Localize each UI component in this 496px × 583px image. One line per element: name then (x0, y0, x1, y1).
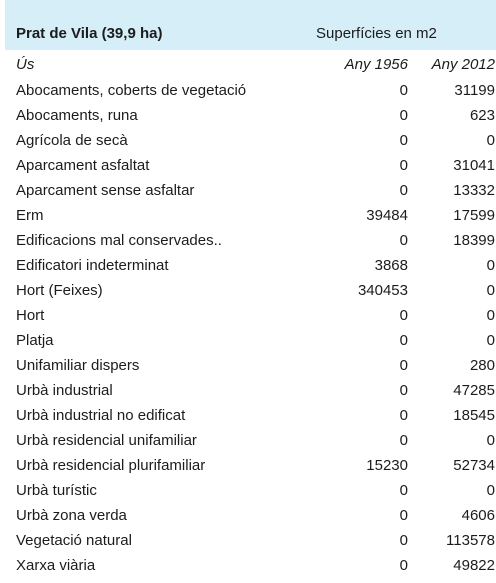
year-2012-value: 0 (486, 282, 495, 299)
table-row (0, 178, 496, 203)
year-2012-value: 47285 (453, 382, 495, 399)
year-1956-value: 0 (399, 507, 408, 524)
land-use-table-body (0, 78, 496, 578)
use-cell: Abocaments, coberts de vegetació (16, 82, 247, 99)
year-1956-value: 0 (399, 232, 408, 249)
table-row (0, 153, 496, 178)
use-cell: Hort (Feixes) (16, 282, 103, 299)
year-2012-value: 0 (486, 307, 495, 324)
year-2012-value: 0 (486, 432, 495, 449)
table-row (0, 128, 496, 153)
table-row (0, 328, 496, 353)
table-row (0, 453, 496, 478)
use-column-header: Ús (16, 56, 35, 73)
table-title: Prat de Vila (39,9 ha) (16, 25, 163, 42)
year-1956-value: 0 (399, 332, 408, 349)
year-1956-value: 0 (399, 532, 408, 549)
year-2012-value: 0 (486, 132, 495, 149)
year-2012-value: 17599 (453, 207, 495, 224)
year-2012-value: 31199 (454, 82, 495, 99)
year-1956-value: 0 (399, 157, 408, 174)
table-row (0, 228, 496, 253)
year-2012-column-header: Any 2012 (431, 56, 495, 73)
use-cell: Urbà zona verda (16, 507, 127, 524)
year-1956-value: 0 (399, 82, 408, 99)
year-2012-value: 113578 (446, 532, 495, 549)
table-row (0, 103, 496, 128)
year-1956-column-header: Any 1956 (344, 56, 408, 73)
use-cell: Urbà turístic (16, 482, 97, 499)
year-1956-value: 39484 (366, 207, 408, 224)
use-cell: Unifamiliar dispers (16, 357, 140, 374)
year-1956-value: 15230 (366, 457, 408, 474)
use-cell: Urbà residencial plurifamiliar (16, 457, 206, 474)
use-cell: Agrícola de secà (16, 132, 128, 149)
table-row (0, 203, 496, 228)
table-row (0, 253, 496, 278)
use-cell: Vegetació natural (16, 532, 132, 549)
table-row (0, 478, 496, 503)
table-row (0, 403, 496, 428)
year-1956-value: 340453 (357, 282, 408, 299)
use-cell: Hort (16, 307, 45, 324)
use-cell: Aparcament sense asfaltar (16, 182, 195, 199)
year-1956-value: 0 (399, 407, 408, 424)
table-row (0, 303, 496, 328)
table-row (0, 278, 496, 303)
use-cell: Xarxa viària (16, 557, 96, 574)
use-cell: Urbà industrial no edificat (16, 407, 186, 424)
year-1956-value: 0 (399, 307, 408, 324)
use-cell: Edificatori indeterminat (16, 257, 169, 274)
use-cell: Erm (16, 207, 44, 224)
use-cell: Urbà industrial (16, 382, 113, 399)
year-1956-value: 0 (399, 482, 408, 499)
year-2012-value: 0 (486, 257, 495, 274)
year-1956-value: 0 (399, 107, 408, 124)
table-row (0, 503, 496, 528)
use-cell: Abocaments, runa (16, 107, 138, 124)
year-2012-value: 623 (469, 107, 495, 124)
land-use-table (0, 78, 496, 578)
table-row (0, 428, 496, 453)
year-2012-value: 49822 (453, 557, 495, 574)
table-row (0, 553, 496, 578)
year-2012-value: 18545 (453, 407, 495, 424)
year-2012-value: 0 (486, 482, 495, 499)
use-cell: Platja (16, 332, 54, 349)
surfaces-label: Superfícies en m2 (316, 25, 437, 42)
year-1956-value: 0 (399, 132, 408, 149)
year-1956-value: 0 (399, 357, 408, 374)
table-row (0, 378, 496, 403)
year-2012-value: 0 (486, 332, 495, 349)
year-2012-value: 31041 (453, 157, 495, 174)
year-2012-value: 13332 (453, 182, 495, 199)
table-row (0, 528, 496, 553)
year-2012-value: 18399 (453, 232, 495, 249)
year-2012-value: 52734 (453, 457, 495, 474)
year-1956-value: 0 (399, 182, 408, 199)
use-cell: Aparcament asfaltat (16, 157, 150, 174)
table-row (0, 78, 496, 103)
year-2012-value: 280 (469, 357, 495, 374)
year-1956-value: 0 (399, 382, 408, 399)
year-1956-value: 3868 (374, 257, 408, 274)
year-1956-value: 0 (399, 432, 408, 449)
use-cell: Edificacions mal conservades.. (16, 232, 222, 249)
year-2012-value: 4606 (461, 507, 495, 524)
table-row (0, 353, 496, 378)
year-1956-value: 0 (399, 557, 408, 574)
use-cell: Urbà residencial unifamiliar (16, 432, 197, 449)
